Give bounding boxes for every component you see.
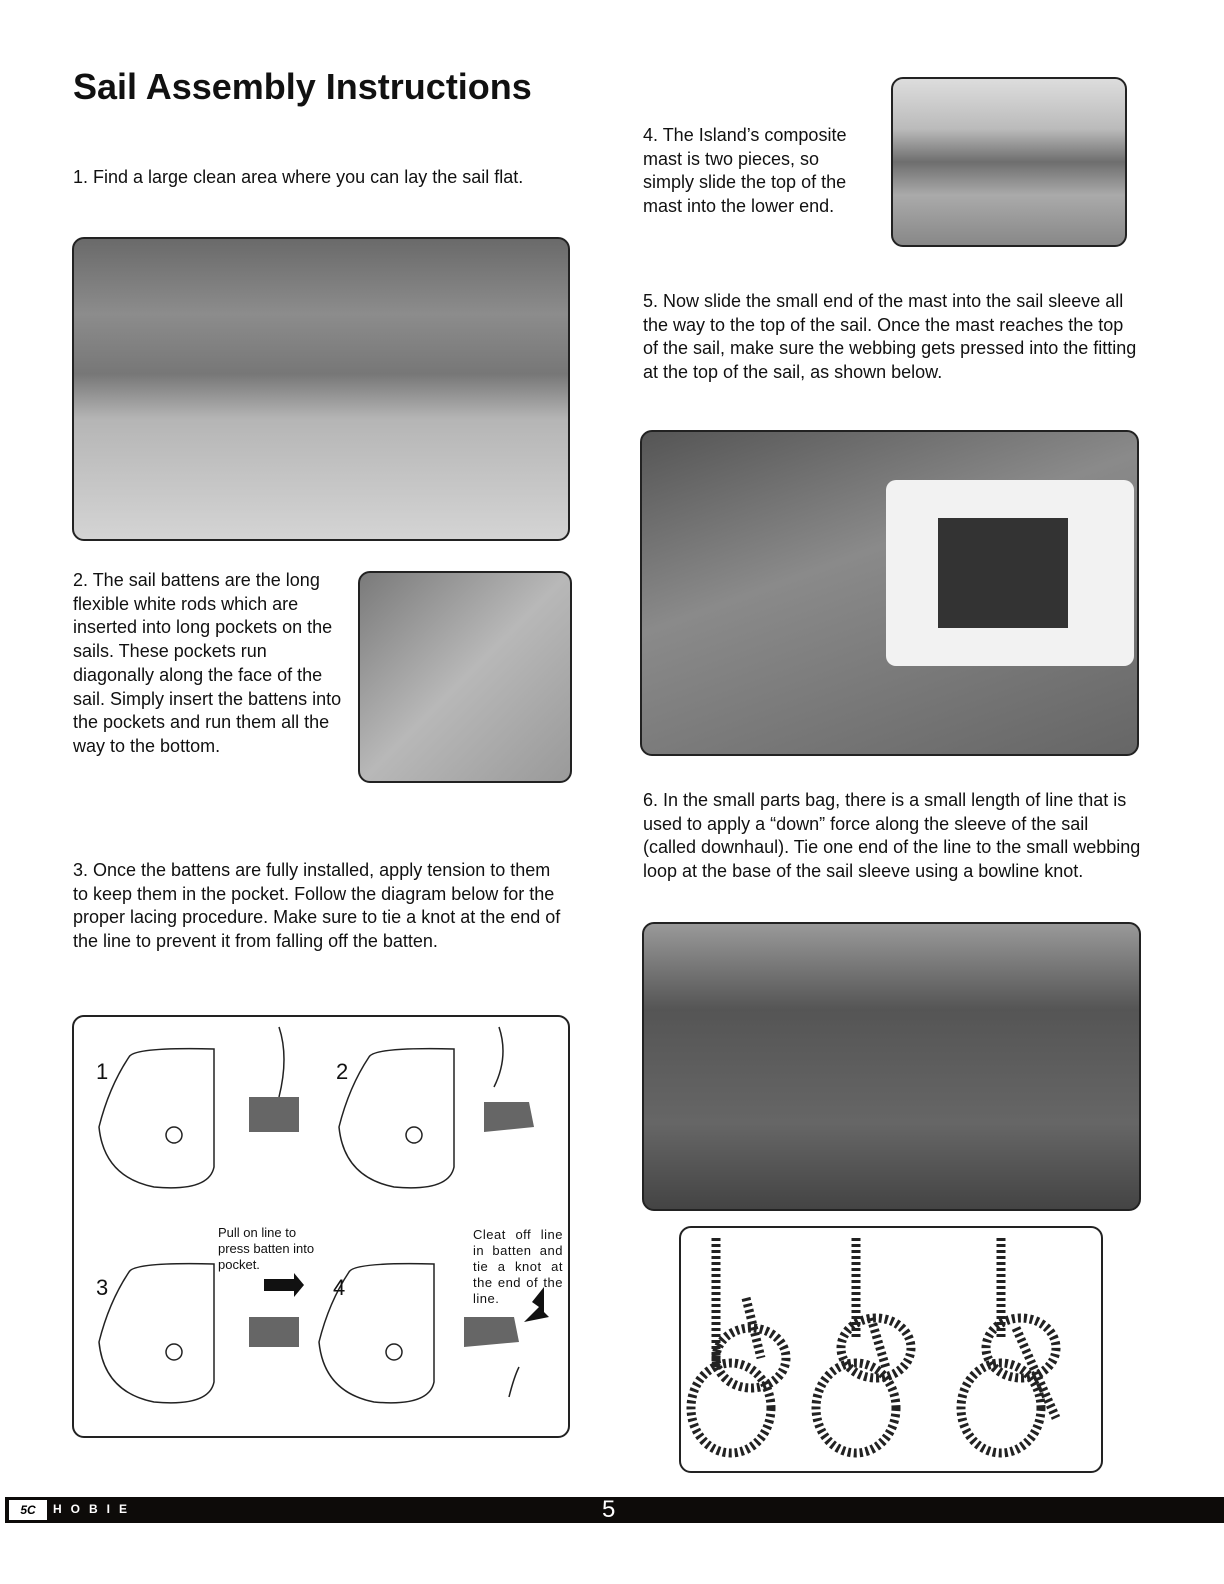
caption-pull-line: Pull on line to press batten into pocket. (218, 1225, 315, 1272)
caption-cleat-line: Cleat off line in batten and tie a knot at the end of the line. (473, 1227, 563, 1306)
webbing-strap (938, 518, 1068, 628)
lacing-diagram (72, 1015, 570, 1438)
hobie-logo-icon: 5C (9, 1500, 47, 1520)
page-number: 5 (602, 1496, 616, 1523)
photo-mast-join (891, 77, 1127, 247)
step-label-4: 4 (333, 1275, 346, 1300)
step-label-3: 3 (96, 1275, 109, 1300)
photo-bowline-knot (642, 922, 1141, 1211)
inset-webbing-closeup (886, 480, 1134, 666)
step-1-text: 1. Find a large clean area where you can lay the sail flat. (73, 167, 524, 187)
step-6-text: 6. In the small parts bag, there is a small length of line that is used to apply a “down” force along the sleeve of the sail (called downhaul). Tie one end of the line to the small webbing loop at the base of the sail sleeve using a bowline knot. (643, 790, 1141, 882)
step-3-text: 3. Once the battens are fully installed, apply tension to them to keep them in the pocket. Follow the diagram below for the proper lacing procedure. Make sure to tie a knot at the end of the line to prevent it from falling off the batten. (73, 860, 561, 952)
step-label-2: 2 (336, 1059, 349, 1084)
step-2-text: 2. The sail battens are the long flexible white rods which are inserted into long pockets on the sails. These pockets run diagonally along the face of the sail. Simply insert the battens into the pockets and run them all the way to the bottom. (73, 570, 342, 756)
bowline-steps-drawing (681, 1228, 1101, 1471)
photo-batten-insert (358, 571, 572, 783)
page-footer (5, 1497, 1224, 1523)
bowline-knot-diagram (679, 1226, 1103, 1473)
photo-mast-top-fitting (640, 430, 1139, 756)
photo-sail-laid-flat (72, 237, 570, 541)
step-label-1: 1 (96, 1059, 109, 1084)
footer-brand: HOBIE (53, 1502, 137, 1516)
step-4-text: 4. The Island’s composite mast is two pieces, so simply slide the top of the mast into the lower end. (643, 125, 847, 217)
step-5-text: 5. Now slide the small end of the mast into the sail sleeve all the way to the top of the sail. Once the mast reaches the top of the sail, make sure the webbing gets pressed into the fitting at the top of the sail, as shown below. (643, 291, 1137, 383)
page-title: Sail Assembly Instructions (73, 66, 532, 107)
